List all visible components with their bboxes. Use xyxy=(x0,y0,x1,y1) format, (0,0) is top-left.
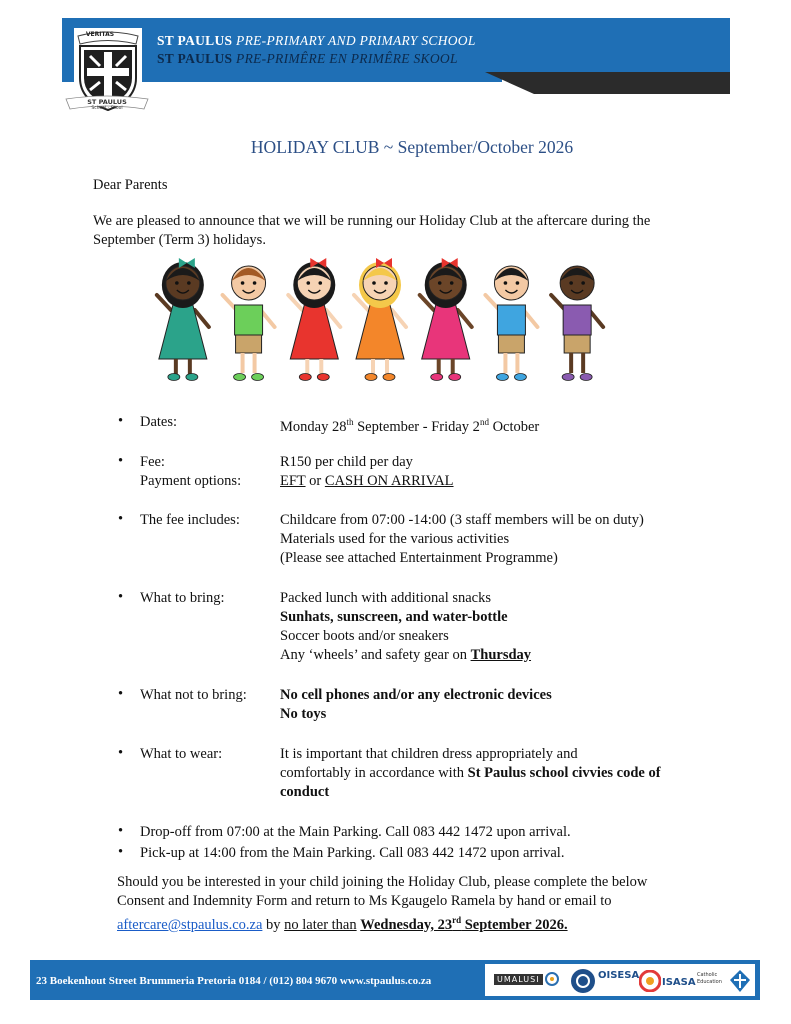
intro-line-1: We are pleased to announce that we will be running our Holiday Club at the aftercare during the xyxy=(93,213,651,229)
bring-2: Sunhats, sunscreen, and water-bottle xyxy=(280,609,508,625)
payment-value xyxy=(280,472,454,491)
bullet-icon: • xyxy=(118,745,124,761)
bullet-icon: • xyxy=(118,589,124,605)
child-figure xyxy=(551,266,603,381)
intro-line-2: September (Term 3) holidays. xyxy=(93,232,266,248)
deadline-underlined: no later than xyxy=(284,916,357,933)
logo-umalusi: UMALUSI xyxy=(494,974,543,985)
bring-1: Packed lunch with additional snacks xyxy=(280,590,492,606)
crest-name: ST PAULUS xyxy=(87,98,127,106)
closing-line-2: Consent and Indemnity Form and return to Ms Kgaugelo Ramela by hand or email to xyxy=(117,893,612,909)
closing-by: by xyxy=(262,916,285,933)
bullet-icon: • xyxy=(118,511,124,527)
fee-value: R150 per child per day xyxy=(280,454,413,470)
closing-line-3 xyxy=(117,911,568,935)
dates-value xyxy=(280,413,539,437)
wear-2b: St Paulus school civvies code of xyxy=(467,765,661,781)
school-name-af-rest: PRE-PRIMÊRE EN PRIMÊRE SKOOL xyxy=(236,51,458,66)
crest-motto: VERITAS xyxy=(85,31,115,38)
bullet-icon: • xyxy=(118,453,124,469)
fee-label: Fee: xyxy=(140,454,165,470)
school-name-english xyxy=(157,33,476,49)
includes-1: Childcare from 07:00 -14:00 (3 staff members will be on duty) xyxy=(280,512,644,528)
notbring-2: No toys xyxy=(280,706,327,722)
email-link[interactable]: aftercare@stpaulus.co.za xyxy=(117,916,263,933)
child-figure xyxy=(485,266,537,381)
bring-4 xyxy=(280,646,531,665)
wear-1: It is important that children dress appropriately and xyxy=(280,746,578,762)
dropoff-text: Drop-off from 07:00 at the Main Parking. Call 083 442 1472 upon arrival. xyxy=(140,824,571,840)
includes-3: (Please see attached Entertainment Programme) xyxy=(280,550,558,566)
school-name-en-bold: ST PAULUS xyxy=(157,33,233,48)
bullet-icon: • xyxy=(118,844,124,860)
child-figure xyxy=(223,266,275,381)
bring-3: Soccer boots and/or sneakers xyxy=(280,628,449,644)
dates-sup2: nd xyxy=(479,417,489,427)
closing-line-1: Should you be interested in your child joining the Holiday Club, please complete the below xyxy=(117,874,648,890)
oisesa-emblem-icon xyxy=(570,968,596,994)
crest-sub: School · Skool xyxy=(91,106,123,111)
wear-3: conduct xyxy=(280,784,330,800)
children-illustration xyxy=(150,255,610,390)
bring-4a: Any ‘wheels’ and safety gear on xyxy=(280,647,471,663)
page-title: HOLIDAY CLUB ~ September/October 2026 xyxy=(250,137,574,157)
school-name-afrikaans xyxy=(157,51,458,67)
pickup-text: Pick-up at 14:00 from the Main Parking. Call 083 442 1472 upon arrival. xyxy=(140,845,565,861)
umalusi-emblem-icon xyxy=(545,972,559,986)
child-figure xyxy=(354,258,406,381)
bring-label: What to bring: xyxy=(140,590,225,606)
deadline-b1: Wednesday, 23 xyxy=(360,916,453,933)
child-figure xyxy=(420,258,472,381)
dates-label: Dates: xyxy=(140,414,178,430)
logo-oisesa: OISESA xyxy=(598,970,640,981)
includes-2: Materials used for the various activities xyxy=(280,531,510,547)
greeting: Dear Parents xyxy=(93,177,168,193)
payment-or: or xyxy=(305,473,325,489)
payment-cash: CASH ON ARRIVAL xyxy=(324,473,454,489)
deadline-sup: rd xyxy=(452,915,462,925)
bullet-icon: • xyxy=(118,413,124,429)
includes-label: The fee includes: xyxy=(140,512,240,528)
dates-a: Monday 28 xyxy=(280,418,347,435)
wear-2a: comfortably in accordance with xyxy=(280,765,468,781)
school-name-af-bold: ST PAULUS xyxy=(157,51,233,66)
logo-isasa: ISASA xyxy=(662,977,696,988)
catholic-education-icon xyxy=(728,968,752,994)
wear-2 xyxy=(280,764,661,783)
header-dark-stripe xyxy=(485,72,730,94)
payment-label: Payment options: xyxy=(140,473,242,489)
dates-c: October xyxy=(488,418,540,435)
logo-catholic: Catholic Education xyxy=(697,972,722,985)
deadline-b2: September 2026. xyxy=(461,916,568,933)
child-figure xyxy=(157,258,209,381)
child-figure xyxy=(288,258,340,381)
footer-contact: 23 Boekenhout Street Brummeria Pretoria 0184 / (012) 804 9670 www.stpaulus.co.za xyxy=(36,975,432,987)
bullet-icon: • xyxy=(118,823,124,839)
notbring-1: No cell phones and/or any electronic devices xyxy=(280,687,552,703)
bullet-icon: • xyxy=(118,686,124,702)
wear-label: What to wear: xyxy=(140,746,223,762)
isasa-emblem-icon xyxy=(639,970,661,992)
notbring-label: What not to bring: xyxy=(140,687,247,703)
dates-b: September - Friday 2 xyxy=(353,418,480,435)
dates-sup1: th xyxy=(346,417,354,427)
payment-eft: EFT xyxy=(280,473,306,489)
deadline-date xyxy=(360,917,567,933)
bring-4b: Thursday xyxy=(470,647,532,663)
school-name-en-rest: PRE-PRIMARY AND PRIMARY SCHOOL xyxy=(236,33,476,48)
